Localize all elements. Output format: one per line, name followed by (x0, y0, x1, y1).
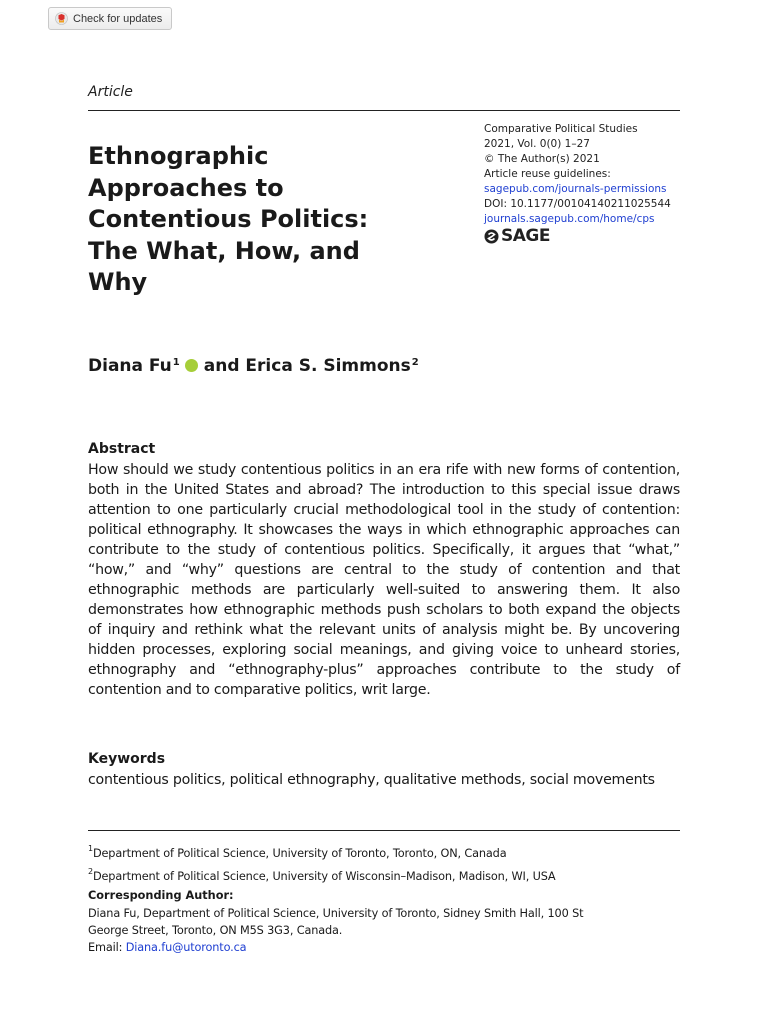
footnote-rule (88, 830, 680, 831)
title-line: Why (88, 268, 148, 296)
corresponding-author-details (88, 905, 688, 956)
author-list (88, 356, 419, 376)
journal-home-link[interactable]: journals.sagepub.com/home/cps (484, 213, 655, 225)
keywords-heading: Keywords (88, 751, 166, 767)
orcid-icon[interactable] (185, 359, 198, 372)
sage-logo (484, 226, 684, 246)
author-name: Diana Fu (88, 356, 172, 376)
corresponding-line: George Street, Toronto, ON M5S 3G3, Canada. (88, 924, 343, 937)
abstract-heading: Abstract (88, 441, 156, 457)
crossmark-icon (55, 12, 68, 25)
affiliation-number: 2 (88, 866, 93, 876)
affiliation-marker: 2 (411, 357, 419, 368)
journal-volume: 2021, Vol. 0(0) 1–27 (484, 138, 590, 150)
affiliation-text: Department of Political Science, University of Wisconsin–Madison, Madison, WI, USA (92, 869, 556, 883)
title-line: Approaches to (88, 173, 284, 202)
copyright: © The Author(s) 2021 (484, 153, 600, 165)
affiliation-item (88, 863, 688, 886)
abstract-text: How should we study contentious politics in an era rife with new forms of contention, both in the United States and abroad? The introduction to this special issue draws attention to one particularly crucial methodological tool in the study of contention: political ethnography. It showcases the ways in which ethnographic approaches can contribute to the study of contentious politics. Specifically, it argues that “what,” “how,” and “why” questions are central to the study of contention and that ethnographic methods are particularly well-suited to answering them. It also demonstrates how ethnographic methods push scholars to both expand the objects of inquiry and rethink what the relevant units of analysis might be. By uncovering hidden processes, exploring social meanings, and giving voice to unheard stories, ethnography and “ethnography-plus” approaches contribute to the study of contention and to comparative politics, writ large. (88, 462, 680, 698)
doi: DOI: 10.1177/00104140211025544 (484, 198, 671, 210)
check-for-updates-button[interactable] (48, 7, 172, 30)
email-label: Email: (88, 941, 123, 954)
journal-name: Comparative Political Studies (484, 123, 638, 135)
title-line: Contentious Politics: (88, 205, 369, 233)
affiliation-text: Department of Political Science, University of Toronto, Toronto, ON, Canada (92, 846, 507, 860)
affiliations (88, 840, 688, 886)
title-line: Ethnographic (88, 142, 269, 170)
top-rule (88, 110, 680, 111)
sage-mark-icon (484, 229, 499, 244)
article-type: Article (88, 84, 133, 100)
reuse-label: Article reuse guidelines: (484, 168, 611, 180)
corresponding-line: Diana Fu, Department of Political Science, University of Toronto, Sidney Smith Hall, 100 St (88, 907, 584, 920)
journal-info (484, 122, 684, 244)
email-line (88, 939, 688, 956)
sage-wordmark: SAGE (501, 226, 550, 246)
email-link[interactable]: Diana.fu@utoronto.ca (125, 941, 247, 954)
check-for-updates-label: Check for updates (73, 12, 163, 25)
author-joiner: and Erica S. Simmons (203, 356, 411, 376)
affiliation-item (88, 840, 688, 863)
article-title (88, 141, 448, 299)
permissions-link[interactable]: sagepub.com/journals-permissions (484, 183, 667, 195)
title-line: The What, How, and (88, 236, 360, 265)
corresponding-author-heading: Corresponding Author: (88, 889, 234, 902)
keywords-text: contentious politics, political ethnography, qualitative methods, social movements (88, 772, 655, 788)
affiliation-marker: 1 (172, 357, 180, 368)
affiliation-number: 1 (88, 844, 93, 853)
